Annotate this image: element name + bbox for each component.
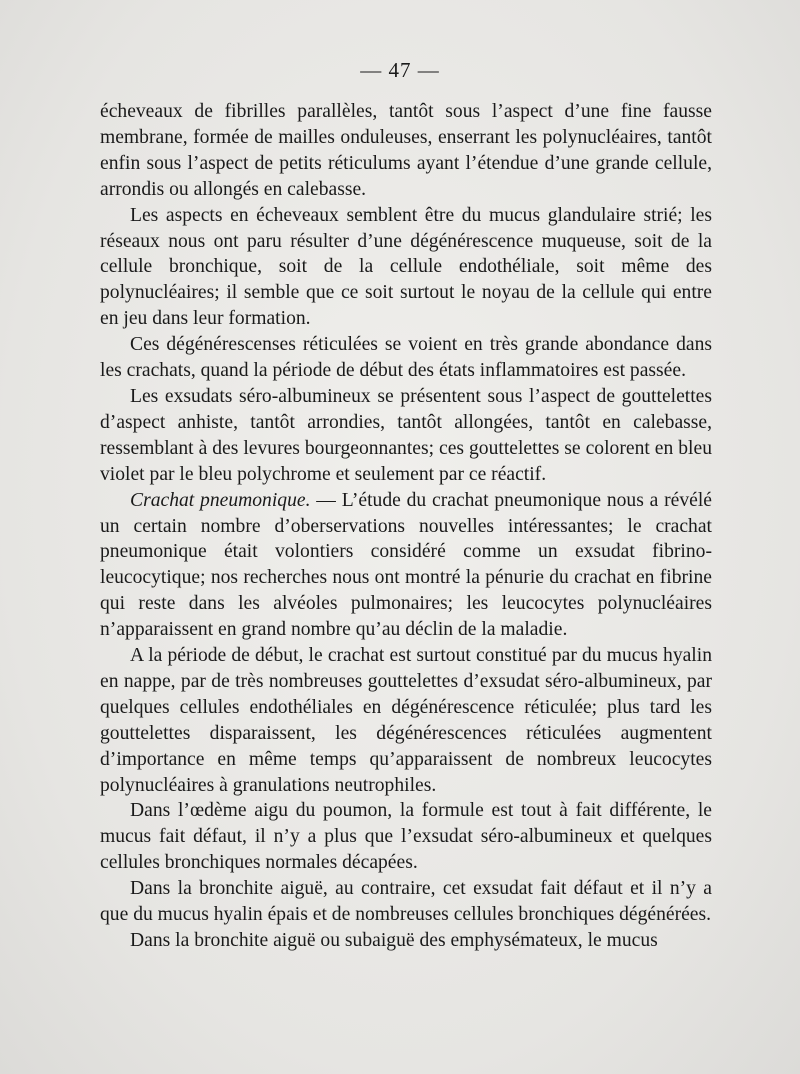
body-text <box>100 99 712 954</box>
section-title: Crachat pneumonique. <box>130 489 311 511</box>
paragraph: Les exsudats séro-albumineux se présentent sous l’aspect de gouttelettes d’aspect anhiste, tantôt arrondies, tantôt allongées, tantôt en calebasse, ressemblant à des levures bourgeonnantes; ces gouttelettes se colorent en bleu violet par le bleu polychrome et seulement par ce réactif. <box>100 385 712 485</box>
paragraph: A la période de début, le crachat est surtout constitué par du mucus hyalin en nappe, par de très nombreuses gouttelettes d’exsudat séro-albumineux, par quelques cellules endothéliales en dégénérescence réticulée; plus tard les gouttelettes disparaissent, les dégénérescences réticulées augmentent d’importance en même temps qu’apparaissent de nombreux leucocytes polynucléaires à granulations neutrophiles. <box>100 645 712 796</box>
paragraph-section-start <box>100 488 712 643</box>
section-text: L’étude du crachat pneumonique nous a révélé un certain nombre d’oberservations nouvelles intéressantes; le crachat pneumonique était volontiers considéré comme un exsudat fibrino-leucocytique; nos recherches nous ont montré la pénurie du crachat en fibrine qui reste dans les alvéoles pulmonaires; les leucocytes polynucléaires n’apparaissent en grand nombre qu’au déclin de la maladie. <box>100 489 713 641</box>
paragraph: Dans l’œdème aigu du poumon, la formule est tout à fait différente, le mucus fait défaut, il n’y a plus que l’exsudat séro-albumineux et quelques cellules bronchiques normales décapées. <box>100 800 712 874</box>
paragraph: Ces dégénérescenses réticulées se voient en très grande abondance dans les crachats, quand la période de début des états inflammatoires est passée. <box>100 334 712 382</box>
paragraph-continued: écheveaux de fibrilles parallèles, tantôt sous l’aspect d’une fine fausse membrane, formée de mailles onduleuses, enserrant les polynucléaires, tantôt enfin sous l’aspect de petits réticulums ayant l’étendue d’une grande cellule, arrondis ou allongés en calebasse. <box>100 101 712 200</box>
section-dash: — <box>310 489 342 511</box>
paragraph: Dans la bronchite aiguë ou subaiguë des emphysémateux, le mucus <box>130 930 658 951</box>
page-number: — 47 — <box>360 58 440 82</box>
paragraph: Dans la bronchite aiguë, au contraire, cet exsudat fait défaut et il n’y a que du mucus hyalin épais et de nombreuses cellules bronchiques dégénérées. <box>100 878 712 926</box>
paragraph: Les aspects en écheveaux semblent être du mucus glandulaire strié; les réseaux nous ont paru résulter d’une dégénérescence muqueuse, soit de la cellule bronchique, soit de la cellule endothéliale, soit même des polynucléaires; il semble que ce soit surtout le noyau de la cellule qui entre en jeu dans leur formation. <box>100 204 712 330</box>
